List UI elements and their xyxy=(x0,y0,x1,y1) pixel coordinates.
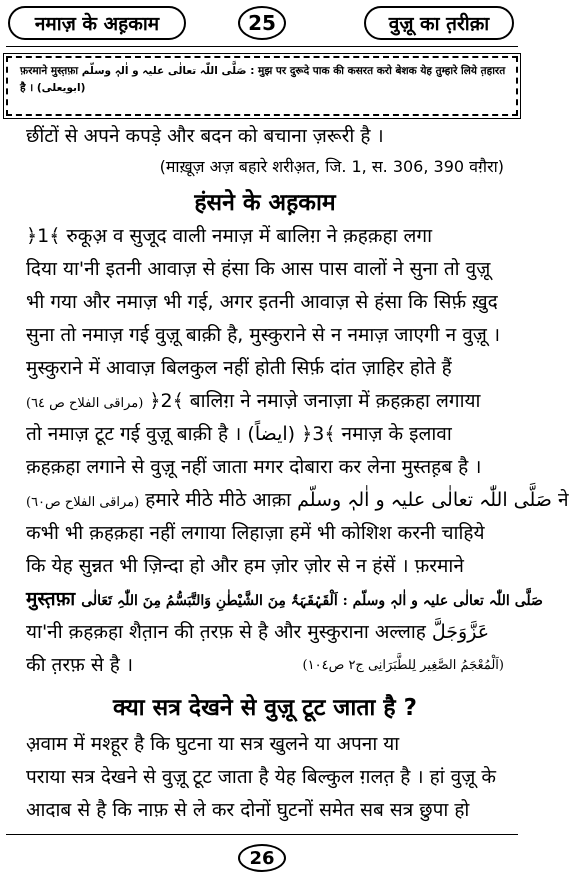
banner-line-1: फ़रमाने मुस्त़फ़ा صَلَّی اللّٰہ تعالٰی علیہ و اٰلہٖ وسلّم : मुझ पर दुरूदे पाक की कसरत करो बेशक येह तुम्हारे लिये त़हारत xyxy=(20,65,506,77)
section-heading-laughing: हंसने के अह़काम xyxy=(194,190,336,216)
reference: (माख़ूज़ अज़ बहारे शरीअ़त, जि. 1, स. 306, 390 वग़ैरा) xyxy=(159,157,504,176)
line-text: हमारे मीठे मीठे आक़ा صَلَّی اللّٰہ تعالٰی علیہ و اٰلہٖ وسلّم ने xyxy=(145,489,569,511)
footer-divider xyxy=(6,834,518,835)
paragraph-line xyxy=(26,484,569,519)
chapter-title: नमाज़ के अह़काम xyxy=(8,6,186,40)
arabic-hadith: صَلَّی اللّٰہ تعالٰی علیہ و اٰلہٖ وسلّم : اَلْقَہْقَہَۃُ مِنَ الشَّیْطٰنِ وَالتَّبَسُّمُ مِنَ اللّٰہِ تَعَالٰی xyxy=(81,593,543,609)
paragraph-line: दिया या'नी इतनी आवाज़ से हंसा कि आस पास वालों ने सुना तो वुज़ू xyxy=(26,258,491,280)
banner-line-2: है । (ابویعلی) xyxy=(20,82,86,94)
header-divider xyxy=(6,46,518,47)
paragraph-line: क़हक़हा लगाने से वुज़ू नहीं जाता मगर दोबारा कर लेना मुस्तह़ब है । xyxy=(26,456,482,478)
paragraph-line: छींटों से अपने कपड़े और बदन को बचाना ज़रूरी है । xyxy=(26,125,384,147)
section-title: वुज़ू का त़रीक़ा xyxy=(364,6,514,40)
page-number-top: 25 xyxy=(238,6,286,40)
page-number-bottom: 26 xyxy=(238,844,286,872)
paragraph-line: कि येह सुन्नत भी ज़िन्दा हो और हम ज़ोर ज़ोर से न हंसें । फ़रमाने xyxy=(26,555,464,577)
paragraph-line: सुना तो नमाज़ गई वुज़ू बाक़ी है, मुस्कुराने से न नमाज़ जाएगी न वुज़ू । xyxy=(26,324,501,346)
paragraph-line: ﴿1﴾ रुकूअ़ व सुजूद वाली नमाज़ में बालिग़ ने क़हक़हा लगा xyxy=(26,225,432,247)
hadith-banner xyxy=(6,56,518,116)
paragraph-line: कभी भी क़हक़हा नहीं लगाया लिहाज़ा हमें भी कोशिश करनी चाहिये xyxy=(26,522,485,544)
arabic-reference: (اَلْمُعْجَمُ الصَّغِیر لِلطَّبَرَانِی ج٢ ص١٠٤) xyxy=(302,658,504,673)
paragraph-line: पराया सत्र देखने से वुज़ू टूट जाता है येह बिल्कुल ग़लत़ है । हां वुज़ू के xyxy=(26,766,496,788)
line-text: ﴿2﴾ बालिग़ ने नमाज़े जनाज़ा में क़हक़हा लगाया xyxy=(149,390,481,412)
line-text: की त़रफ़ से है । xyxy=(26,654,134,676)
paragraph-line: तो नमाज़ टूट गई वुज़ू बाक़ी है । (ایضاً) ﴿3﴾ नमाज़ के इलावा xyxy=(26,423,452,445)
paragraph-line: भी गया और नमाज़ भी गई, अगर इतनी आवाज़ से हंसा कि सिर्फ़ ख़ुद xyxy=(26,291,498,313)
section-heading-satr: क्या सत्र देखने से वुज़ू टूट जाता है ? xyxy=(113,695,417,721)
paragraph-line xyxy=(26,583,543,618)
line-text: मुस्त़फ़ा xyxy=(26,588,76,610)
paragraph-line xyxy=(26,649,504,682)
paragraph-line: मुस्कुराने में आवाज़ बिलकुल नहीं होती सिर्फ़ दांत ज़ाहिर होते हैं xyxy=(26,357,452,379)
arabic-reference: (مراقی الفلاح ص ٦٤) xyxy=(26,396,144,411)
paragraph-line xyxy=(26,385,504,420)
paragraph-line: या'नी क़हक़हा शैत़ान की त़रफ़ से है और मुस्कुराना अल्लाह عَزَّوَجَلَّ xyxy=(26,621,490,643)
paragraph-line: आदाब से है कि नाफ़ से ले कर दोनों घुटनों समेत सब सत्र छुपा हो xyxy=(26,799,470,821)
arabic-reference: (مراقی الفلاح ص٦٠) xyxy=(26,495,140,510)
paragraph-line: अ़वाम में मश्हूर है कि घुटना या सत्र खुलने या अपना या xyxy=(26,733,400,755)
